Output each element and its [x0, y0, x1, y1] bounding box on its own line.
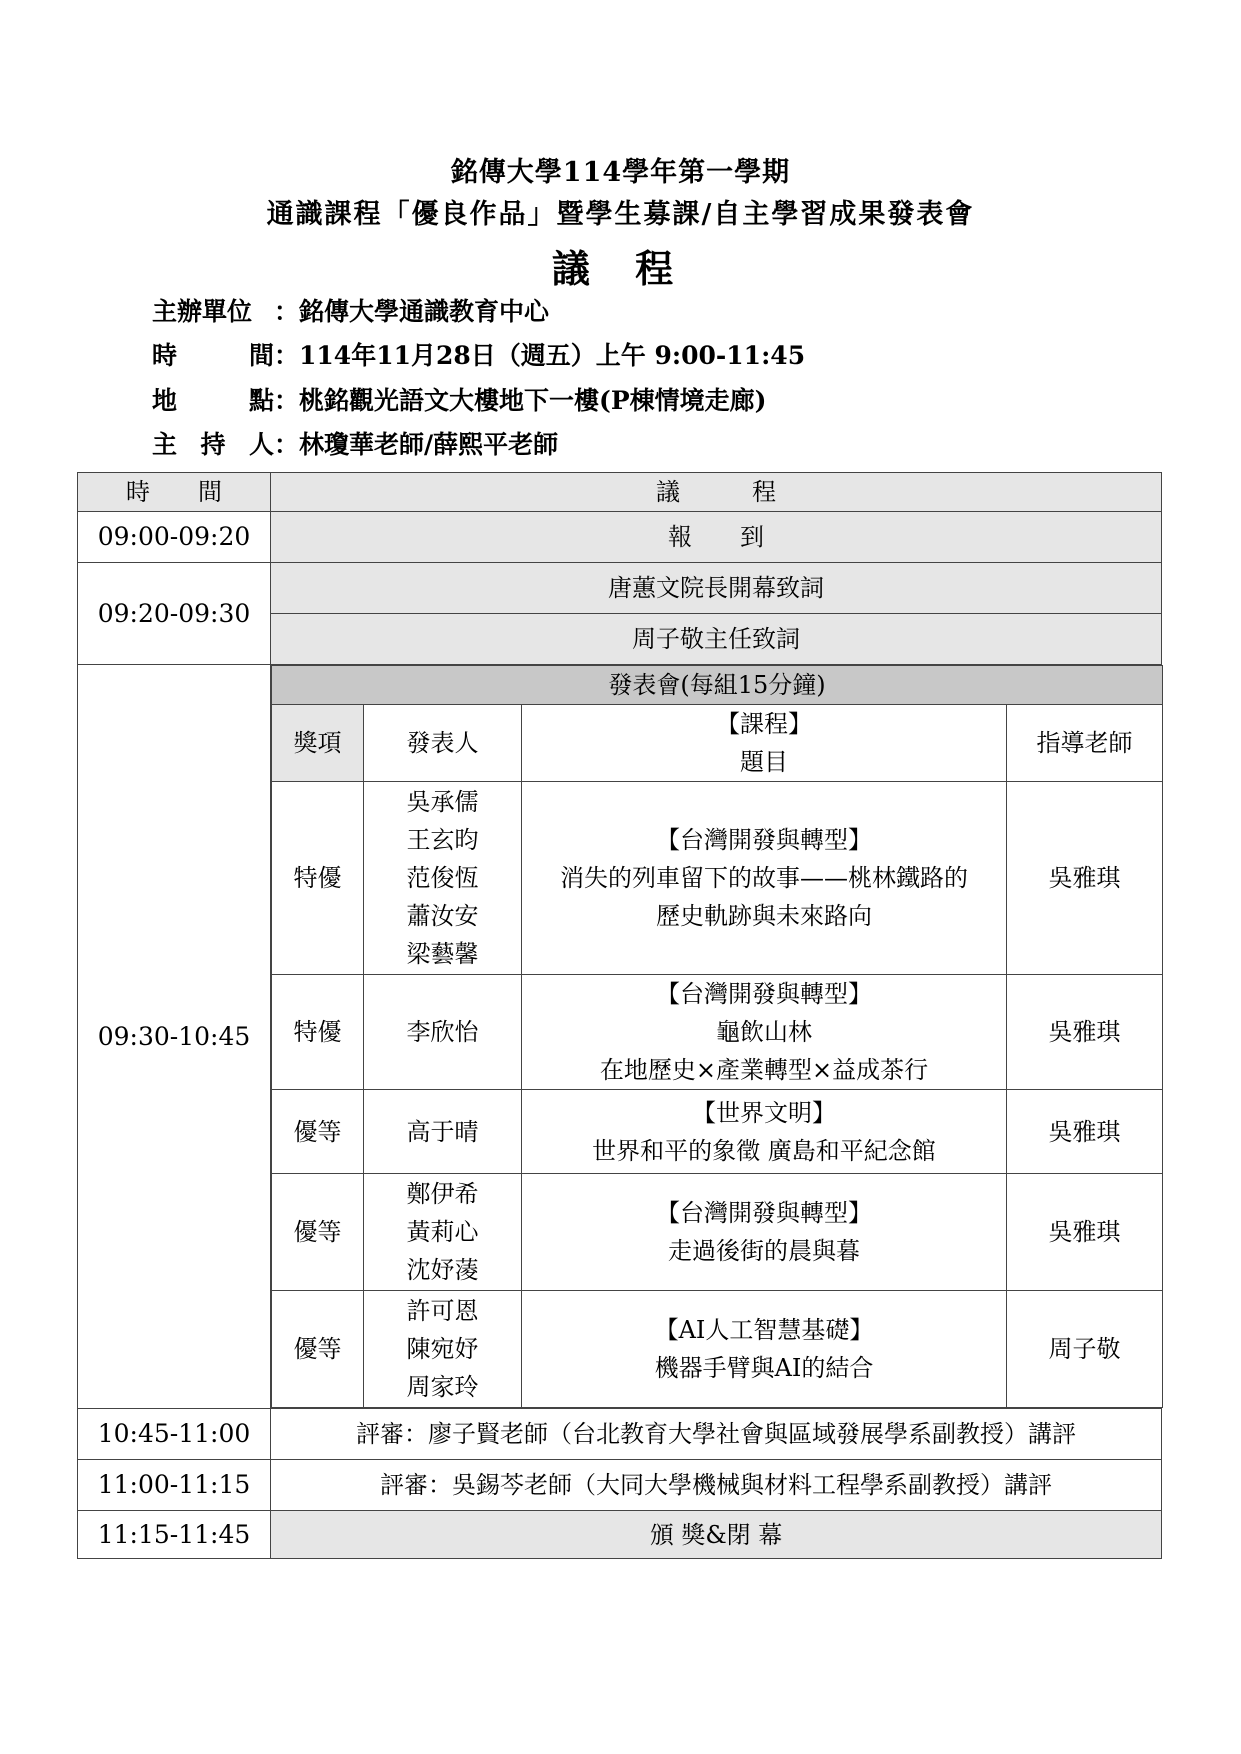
document-title-line2: 通識課程「優良作品」暨學生募課/自主學習成果發表會 [266, 199, 975, 230]
presenters: 鄭伊希 黃莉心 沈妤蓤 [364, 1174, 522, 1291]
award: 優等 [272, 1174, 364, 1291]
document-title-agenda: 議 程 [551, 246, 690, 291]
agenda-table [77, 472, 1162, 1559]
session-cell [271, 665, 1162, 1409]
document-title-line1: 銘傳大學114學年第一學期 [450, 157, 791, 188]
col-advisor: 指導老師 [1007, 705, 1163, 782]
organizer-label: 主辦單位 [152, 297, 253, 326]
course-topic: 【台灣開發與轉型】 龜飲山林 在地歷史×產業轉型×益成茶行 [522, 975, 1007, 1090]
review1-item: 評審：廖子賢老師（台北教育大學社會與區域發展學系副教授）講評 [271, 1409, 1162, 1460]
checkin-item: 報 到 [271, 512, 1162, 563]
opening-speech-1: 唐蕙文院長開幕致詞 [271, 563, 1162, 614]
session-time: 09:30-10:45 [78, 665, 271, 1409]
header-time: 時 間 [78, 473, 271, 512]
award: 優等 [272, 1090, 364, 1174]
time-value: 114年11月28日（週五）上午 9:00-11:45 [299, 341, 806, 370]
presenters: 高于晴 [364, 1090, 522, 1174]
col-presenter: 發表人 [364, 705, 522, 782]
closing-item: 頒 獎&閉 幕 [271, 1511, 1162, 1559]
advisor: 吳雅琪 [1007, 782, 1163, 975]
opening-speech-2: 周子敬主任致詞 [271, 614, 1162, 665]
course-topic: 【台灣開發與轉型】 走過後街的晨與暮 [522, 1174, 1007, 1291]
review1-time: 10:45-11:00 [78, 1409, 271, 1460]
presentations-table [271, 665, 1163, 1408]
col-course-topic: 【課程】 題目 [522, 705, 1007, 782]
col-award: 獎項 [272, 705, 364, 782]
table-row [272, 1090, 1163, 1174]
host-value: 林瓊華老師/薛熙平老師 [299, 430, 559, 459]
place-label: 地 點 [152, 386, 274, 415]
colon: ： [274, 386, 300, 415]
advisor: 吳雅琪 [1007, 1090, 1163, 1174]
course-topic: 【AI人工智慧基礎】 機器手臂與AI的結合 [522, 1291, 1007, 1408]
advisor: 吳雅琪 [1007, 1174, 1163, 1291]
colon: ： [274, 297, 300, 326]
time-label: 時 間 [152, 341, 274, 370]
organizer-value: 銘傳大學通識教育中心 [299, 297, 550, 326]
opening-time: 09:20-09:30 [78, 563, 271, 665]
checkin-time: 09:00-09:20 [78, 512, 271, 563]
closing-time: 11:15-11:45 [78, 1511, 271, 1559]
award: 特優 [272, 975, 364, 1090]
time-line [152, 336, 805, 372]
host-line [152, 425, 558, 461]
colon: ： [274, 341, 300, 370]
table-row [272, 782, 1163, 975]
advisor: 吳雅琪 [1007, 975, 1163, 1090]
course-topic: 【世界文明】 世界和平的象徵 廣島和平紀念館 [522, 1090, 1007, 1174]
presenters: 李欣怡 [364, 975, 522, 1090]
course-topic: 【台灣開發與轉型】 消失的列車留下的故事——桃林鐵路的 歷史軌跡與未來路向 [522, 782, 1007, 975]
review2-item: 評審：吳錫芩老師（大同大學機械與材料工程學系副教授）講評 [271, 1460, 1162, 1511]
presenters: 許可恩 陳宛妤 周家玲 [364, 1291, 522, 1408]
place-value: 桃銘觀光語文大樓地下一樓(P棟情境走廊) [299, 386, 767, 415]
session-title: 發表會(每組15分鐘) [272, 666, 1163, 705]
header-agenda: 議 程 [271, 473, 1162, 512]
advisor: 周子敬 [1007, 1291, 1163, 1408]
award: 優等 [272, 1291, 364, 1408]
table-row [272, 1174, 1163, 1291]
place-line [152, 381, 766, 417]
organizer-line [152, 292, 549, 328]
table-row [272, 1291, 1163, 1408]
presenters: 吳承儒 王玄昀 范俊恆 蕭汝安 梁藝馨 [364, 782, 522, 975]
award: 特優 [272, 782, 364, 975]
colon: ： [274, 430, 300, 459]
review2-time: 11:00-11:15 [78, 1460, 271, 1511]
table-row [272, 975, 1163, 1090]
host-label: 主 持 人 [152, 430, 274, 459]
